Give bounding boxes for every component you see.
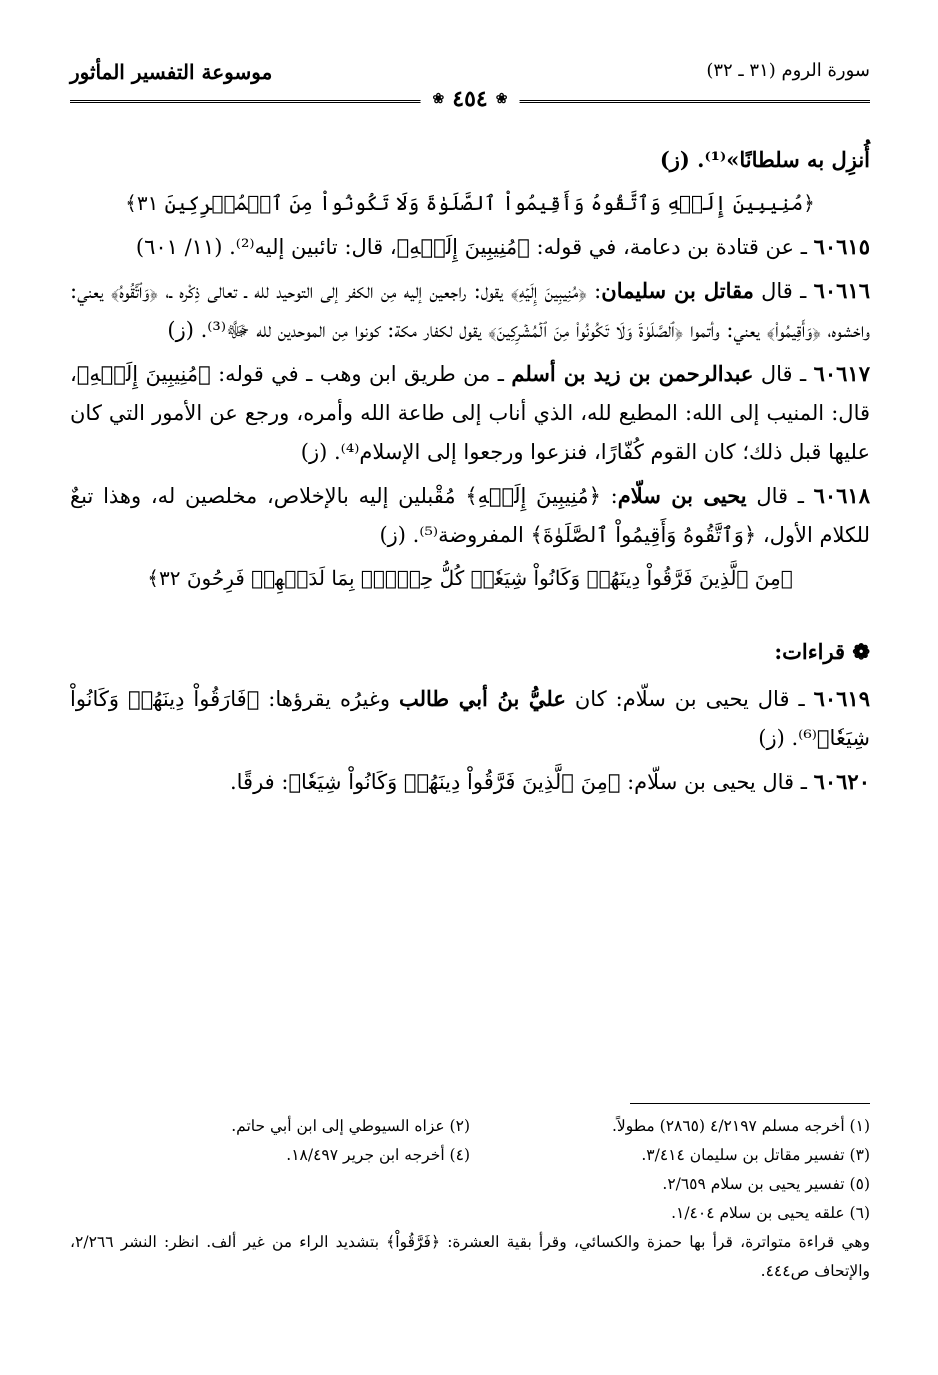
- narration-60620: [70, 762, 870, 802]
- narration-number: ٦٠٦١٦: [813, 278, 871, 303]
- narrator-name: عبدالرحمن بن زيد بن أسلم: [511, 361, 754, 386]
- narration-text: : ﴿مُنِيبِينَ إِلَيۡهِ﴾ يقول: راجعين إليه مِن الكفر إلى التوحيد لله ـ تعالى ذِكْره ـ، ﴿وَٱتَّقُوهُ﴾ يعني: واخشوه، ﴿وَأَقِيمُواْ﴾ يعني: وأتموا ﴿ٱلصَّلَوٰةَ وَلَا تَكُونُواْ مِنَ ٱلۡمُشۡرِكِينَ﴾ يقول لكفار مكة: كونوا مِن الموحدين لله ﷻ⁽³⁾. (ز): [70, 279, 870, 342]
- footnote-5: (٥) تفسير يحيى بن سلام ٢/٦٥٩.: [662, 1175, 870, 1193]
- narration-60619: ٦٠٦١٩ ـ قال يحيى بن سلّام: كان عليُّ بنُ أبي طالب وغيرُه يقرؤها: ﴿فَارَقُواْ دِينَهُمۡ وَكَانُواْ شِيَعٗا﴾⁽⁶⁾. (ز): [70, 686, 870, 750]
- narration-text: ـ عن قتادة بن دعامة، في قوله: ﴿مُنِيبِينَ إِلَيۡهِ﴾، قال: تائبين إليه⁽²⁾. (١١/ ٦٠١): [135, 235, 814, 259]
- ornament-icon: ❀: [495, 91, 508, 107]
- footnote-6: (٦) علقه يحيى بن سلام ١/٤٠٤.: [671, 1204, 870, 1222]
- page-number-box: [421, 86, 520, 112]
- continuation-paragraph: أُنزِل به سلطانًا»⁽¹⁾. (ز): [659, 147, 870, 172]
- narration-60618: ٦٠٦١٨ ـ قال يحيى بن سلّام: ﴿مُنِيبِينَ إِلَيۡهِ﴾ مُقْبلين إليه بالإخلاص، مخلصين له، وهذا تبعٌ للكلام الأول، ﴿وَٱتَّقُوهُ وَأَقِيمُواْ ٱلصَّلَوٰةَ﴾ المفروضة⁽⁵⁾. (ز): [70, 483, 870, 547]
- footnotes: [70, 1112, 870, 1286]
- running-title: موسوعة التفسير المأثور: [70, 60, 273, 84]
- narrator-name: عليُّ بنُ أبي طالب: [398, 686, 566, 711]
- document-page: [70, 0, 870, 1375]
- surah-reference: سورة الروم (٣١ ـ ٣٢): [706, 60, 870, 81]
- footnote-1: (١) أخرجه مسلم ٤/٢١٩٧ (٢٨٦٥) مطولاً.: [611, 1117, 870, 1135]
- narration-number: ٦٠٦١٨: [813, 483, 870, 508]
- narration-number: ٦٠٦١٧: [813, 361, 870, 386]
- narration-number: ٦٠٦١٩: [813, 686, 870, 711]
- narrator-name: يحيى بن سلّام: [617, 483, 747, 508]
- page-number: ٤٥٤: [452, 86, 488, 112]
- footnote-3: (٣) تفسير مقاتل بن سليمان ٣/٤١٤.: [641, 1146, 870, 1164]
- narration-60615: [70, 227, 870, 267]
- narration-text: وغيرُه يقرؤها: ﴿فَارَقُواْ دِينَهُمۡ وَكَانُواْ شِيَعٗا﴾⁽⁶⁾. (ز): [70, 687, 870, 750]
- narration-number: ٦٠٦٢٠: [813, 769, 870, 794]
- section-heading-readings: ❁ قراءات:: [774, 639, 870, 664]
- narrator-name: مقاتل بن سليمان: [601, 278, 754, 303]
- narration-60616: ٦٠٦١٦ ـ قال مقاتل بن سليمان: ﴿مُنِيبِينَ إِلَيۡهِ﴾ يقول: راجعين إليه مِن الكفر إلى التوحيد لله ـ تعالى ذِكْره ـ، ﴿وَٱتَّقُوهُ﴾ يعني: واخشوه، ﴿وَأَقِيمُواْ﴾ يعني: وأتموا ﴿ٱلصَّلَوٰةَ وَلَا تَكُونُواْ مِنَ ٱلۡمُشۡرِكِينَ﴾ يقول لكفار مكة: كونوا مِن الموحدين لله ﷻ⁽³⁾. (ز): [70, 278, 871, 342]
- main-text: [70, 140, 870, 806]
- narration-number: ٦٠٦١٥: [813, 234, 870, 259]
- narration-60617: ٦٠٦١٧ ـ قال عبدالرحمن بن زيد بن أسلم ـ من طريق ابن وهب ـ في قوله: ﴿مُنِيبِينَ إِلَيۡهِ﴾، قال: المنيب إلى الله: المطيع لله، الذي أناب إلى طاعة الله وأمره، ورجع عن الأمور التي كان عليها قبل ذلك؛ كان القوم كُفّارًا، فنزعوا ورجعوا إلى الإسلام⁽⁴⁾. (ز): [70, 361, 870, 464]
- footnote-6-note: وهي قراءة متواترة، قرأ بها حمزة والكسائي، وقرأ بقية العشرة: ﴿فَرَّقُواْ﴾ بتشديد الراء من غير ألف. انظر: النشر ٢/٢٦٦، والإتحاف ص٤٤٤.: [70, 1233, 870, 1280]
- footnote-2: (٢) عزاه السيوطي إلى ابن أبي حاتم.: [231, 1117, 470, 1135]
- quran-verse-31: ﴿مُنِيبِينَ إِلَيۡهِ وَٱتَّقُوهُ وَأَقِيمُواْ ٱلصَّلَوٰةَ وَلَا تَكُونُواْ مِنَ ٱلۡمُشۡرِكِينَ ٣١﴾: [125, 191, 815, 215]
- footnote-rule: [630, 1103, 870, 1104]
- narration-text: : ﴿مُنِيبِينَ إِلَيۡهِ﴾ مُقْبلين إليه بالإخلاص، مخلصين له، وهذا تبعٌ للكلام الأول، ﴿وَٱتَّقُوهُ وَأَقِيمُواْ ٱلصَّلَوٰةَ﴾ المفروضة⁽⁵⁾. (ز): [70, 484, 870, 547]
- quran-verse-32: ﴿مِنَ ٱلَّذِينَ فَرَّقُواْ دِينَهُمۡ وَكَانُواْ شِيَعٗاۖ كُلُّ حِزۡبِۭ بِمَا لَدَيۡهِمۡ فَرِحُونَ ٣٢﴾: [147, 566, 793, 590]
- ornament-icon: ❀: [432, 91, 445, 107]
- narration-text: ـ قال يحيى بن سلّام: ﴿مِنَ ٱلَّذِينَ فَرَّقُواْ دِينَهُمۡ وَكَانُواْ شِيَعٗا﴾: فرقًا.: [229, 770, 814, 794]
- footnote-4: (٤) أخرجه ابن جرير ١٨/٤٩٧.: [286, 1146, 470, 1164]
- narration-text: ـ من طريق ابن وهب ـ في قوله: ﴿مُنِيبِينَ إِلَيۡهِ﴾، قال: المنيب إلى الله: المطيع لله، الذي أناب إلى طاعة الله وأمره، ورجع عن الأمور التي كان عليها قبل ذلك؛ كان القوم كُفّارًا، فنزعوا ورجعوا إلى الإسلام⁽⁴⁾. (ز): [70, 362, 870, 464]
